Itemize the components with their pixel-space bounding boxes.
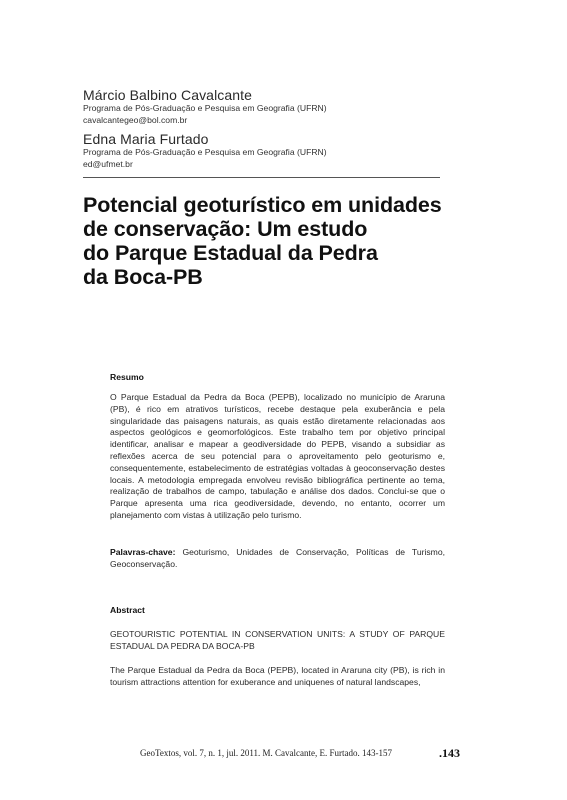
resumo-paragraph: O Parque Estadual da Pedra da Boca (PEPB), localizado no município de Araruna (PB), é rico em atrativos turísticos, recebe destaque pela exuberância e pela singularidade das paisagens naturais, as quais estão diretamente relacionadas aos aspectos geológicos e geomorfológicos. Este trabalho tem por objetivo principal identificar, analisar e mapear a geodiversidade do PEPB, visando a subsidiar as reflexões acerca de seu potencial para o aproveitamento pelo geoturismo e, consequentemente, estabelecimento de estratégias voltadas à geoconservação destes locais. A metodologia empregada envolveu revisão bibliográfica pertinente ao tema, realização de trabalhos de campo, tabulação e análise dos dados. Conclui-se que o Parque apresenta uma rica geodiversidade, devendo, no entanto, ocorrer um planejamento com vistas à utilização pelo turismo. bbox=[110, 392, 445, 520]
page-footer bbox=[140, 747, 460, 761]
keywords bbox=[110, 547, 445, 571]
author-list bbox=[83, 87, 463, 170]
header-divider bbox=[83, 177, 440, 178]
title-line: de conservação: Um estudo bbox=[83, 217, 368, 241]
title-line: da Boca-PB bbox=[83, 265, 203, 289]
author-block-1 bbox=[83, 87, 463, 126]
author-email: cavalcantegeo@bol.com.br bbox=[83, 114, 188, 125]
author-affiliation: Programa de Pós-Graduação e Pesquisa em Geografia (UFRN) bbox=[83, 103, 327, 113]
author-email: ed@ufmet.br bbox=[83, 158, 133, 169]
page-number: .143 bbox=[439, 746, 460, 760]
abstract-title: GEOTOURISTIC POTENTIAL IN CONSERVATION UNITS: A STUDY OF PARQUE ESTADUAL DA PEDRA DA BOCA-PB bbox=[110, 629, 445, 651]
abstract-heading: Abstract bbox=[110, 605, 145, 615]
title-line: do Parque Estadual da Pedra bbox=[83, 241, 378, 265]
keywords-label: Palavras-chave: bbox=[110, 547, 176, 557]
keywords-value: Geoturismo, Unidades de Conservação, Políticas de Turismo, Geoconservação. bbox=[110, 547, 445, 569]
author-name: Márcio Balbino Cavalcante bbox=[83, 87, 253, 103]
article-title bbox=[83, 193, 483, 289]
author-affiliation: Programa de Pós-Graduação e Pesquisa em Geografia (UFRN) bbox=[83, 147, 327, 157]
author-name: Edna Maria Furtado bbox=[83, 131, 209, 147]
footer-citation: GeoTextos, vol. 7, n. 1, jul. 2011. M. Cavalcante, E. Furtado. 143-157 bbox=[140, 748, 392, 758]
resumo-heading: Resumo bbox=[110, 372, 144, 382]
abstract-paragraph: The Parque Estadual da Pedra da Boca (PEPB), located in Araruna city (PB), is rich in tourism attractions attention for exuberance and uniquenes of natural landscapes, bbox=[110, 665, 445, 687]
author-block-2 bbox=[83, 131, 463, 170]
title-line: Potencial geoturístico em unidades bbox=[83, 193, 442, 217]
